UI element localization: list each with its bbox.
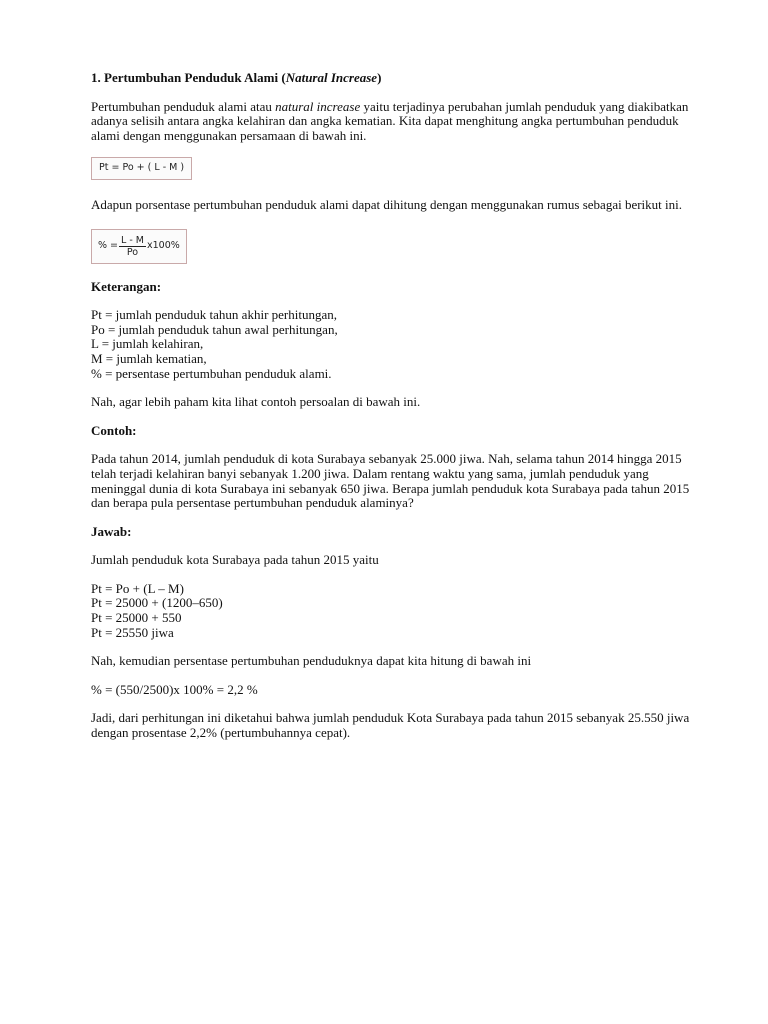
intro-paragraph: Pertumbuhan penduduk alami atau natural increase yaitu terjadinya perubahan jumlah penduduk yang diakibatkan adanya selisih antara angka kelahiran dan angka kematian. Kita dapat menghitung angka pertumbuhan penduduk alami dengan menggunakan persamaan di bawah ini. xyxy=(91,98,689,143)
keterangan-item: M = jumlah kematian, xyxy=(91,350,207,366)
intro-italic-term: natural increase xyxy=(275,98,361,114)
formula-percent-image xyxy=(91,229,187,264)
keterangan-item: % = persentase pertumbuhan penduduk alami. xyxy=(91,365,332,381)
heading-number: 1. xyxy=(91,70,101,85)
formula-denominator: Po xyxy=(126,246,139,258)
formula-numerator: L - M xyxy=(121,234,144,246)
jawab-steps xyxy=(91,582,691,640)
contoh-label: Contoh: xyxy=(91,422,137,438)
keterangan-item: Pt = jumlah penduduk tahun akhir perhitungan, xyxy=(91,307,337,323)
calc-step: Pt = 25000 + 550 xyxy=(91,610,182,626)
formula-rhs: x100% xyxy=(146,239,180,251)
keterangan-item: Po = jumlah penduduk tahun awal perhitungan, xyxy=(91,321,338,337)
conclusion-paragraph: Jadi, dari perhitungan ini diketahui bahwa jumlah penduduk Kota Surabaya pada tahun 2015 sebanyak 25.550 jiwa dengan prosentase 2,2% (pertumbuhannya cepat). xyxy=(91,710,690,741)
calc-step: Pt = Po + (L – M) xyxy=(91,580,184,596)
percent-calc-intro: Nah, kemudian persentase pertumbuhan penduduknya dapat kita hitung di bawah ini xyxy=(91,653,532,669)
percent-calc: % = (550/2500)x 100% = 2,2 % xyxy=(91,681,258,697)
heading-text: Pertumbuhan Penduduk Alami xyxy=(104,70,279,85)
formula-fraction xyxy=(119,235,146,258)
jawab-label: Jawab: xyxy=(91,523,132,539)
section-heading: 1. Pertumbuhan Penduduk Alami (Natural Increase) xyxy=(91,70,382,85)
keterangan-list xyxy=(91,308,691,381)
jawab-intro: Jumlah penduduk kota Surabaya pada tahun 2015 yaitu xyxy=(91,552,379,568)
contoh-paragraph: Pada tahun 2014, jumlah penduduk di kota Surabaya sebanyak 25.000 jiwa. Nah, selama tahun 2014 hingga 2015 telah terjadi kelahiran banyi sebanyak 1.200 jiwa. Dalam rentang waktu yang sama, jumlah penduduk yang meninggal dunia di kota Surabaya ini sebanyak 650 jiwa. Berapa jumlah penduduk kota Surabaya pada tahun 2015 dan berapa pula persentase pertumbuhan penduduk alaminya? xyxy=(91,451,690,511)
keterangan-label: Keterangan: xyxy=(91,278,162,294)
keterangan-item: L = jumlah kelahiran, xyxy=(91,336,204,352)
percent-intro-paragraph: Adapun porsentase pertumbuhan penduduk alami dapat dihitung dengan menggunakan rumus sebagai berikut ini. xyxy=(91,196,682,212)
heading-italic-term: Natural Increase xyxy=(285,70,378,85)
formula-pt-image: Pt = Po + ( L - M ) xyxy=(91,157,192,180)
formula-lhs: % = xyxy=(98,239,119,251)
calc-step: Pt = 25550 jiwa xyxy=(91,624,174,640)
calc-step: Pt = 25000 + (1200–650) xyxy=(91,595,223,611)
transition-paragraph: Nah, agar lebih paham kita lihat contoh persoalan di bawah ini. xyxy=(91,394,421,410)
document-page xyxy=(91,71,691,755)
